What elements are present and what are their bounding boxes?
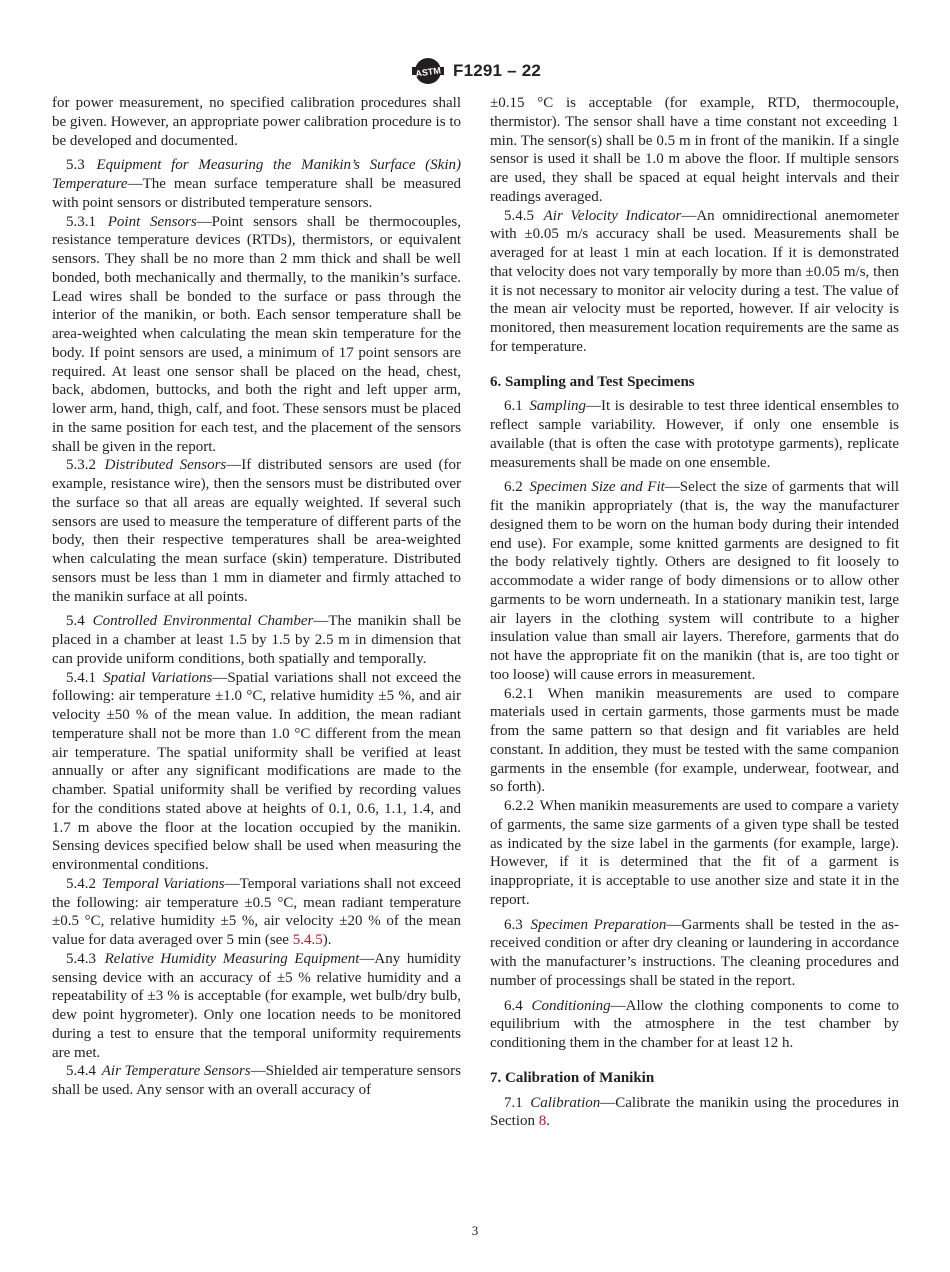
svg-text:ASTM: ASTM [414, 65, 442, 79]
section-title: Air Temperature Sensors [101, 1063, 251, 1080]
section-5-4-4: 5.4.4 Air Temperature Sensors—Shielded air temperature sensors shall be used. Any sensor with an overall accuracy of [52, 1063, 462, 1098]
section-title: Air Velocity Indicator [543, 207, 682, 224]
section-5-4: 5.4 Controlled Environmental Chamber—The manikin shall be placed in a chamber at least 1.5 by 1.5 by 2.5 m in dimension that can provide uniform conditions, both spatially and temporally. [52, 613, 462, 667]
section-5-3: 5.3 Equipment for Measuring the Manikin’s Surface (Skin) Temperature—The mean surface temperature shall be measured with point sensors or distributed temperature sensors. [52, 157, 461, 211]
section-5-3-2: 5.3.2 Distributed Sensors—If distributed sensors are used (for example, resistance wire), then the sensors must be distributed over the surface so that all areas are equally weighted. If several such sensors are used to measure the temperature of different parts of the body, then their respective temperatures shall be area-weighted when calculating the mean surface (skin) temperature. Distributed sensors must be less than 1 mm in diameter and firmly attached to the manikin surface at all points. [52, 457, 461, 605]
section-5-4-5: 5.4.5 Air Velocity Indicator—An omnidirectional anemometer with ±0.05 m/s accuracy shall be used. Measurements shall be averaged for at least 1 min at each location. If it is demonstrated that velocity does not vary temporally by more than ±0.05 m/s, then it is not necessary to monitor air velocity during a test. The value of the mean air velocity must be reported, however. If air velocity is monitored, then measurement location requirements are the same as for temperature. [490, 207, 900, 355]
section-5-3-1: 5.3.1 Point Sensors—Point sensors shall be thermocouples, resistance temperature devices (RTDs), thermistors, or equivalent sensors. They shall be no more than 2 mm thick and shall be well bonded, both mechanically and thermally, to the manikin’s surface. Lead wires shall be bonded to the surface or pass through the interior of the manikin, or both. Each sensor temperature shall be area-weighted when calculating the mean skin temperature for the body. If point sensors are used, a minimum of 17 point sensors are required. At least one sensor shall be placed on the head, chest, back, abdomen, buttocks, and both the right and left upper arm, lower arm, hand, thigh, calf, and foot. These sensors must be placed in the same position for each test, and the placement of the sensors shall be given in the report. [52, 213, 462, 455]
section-title: Calibration [530, 1094, 601, 1111]
section-6-2-2: 6.2.2 When manikin measurements are used to compare a variety of garments, the same size garments of a given type shall be tested as indicated by the size label in the garments (for example, large). However, if it is determined that the fit of a garment is inappropriate, it is acceptable to use another size and state it in the report. [490, 798, 899, 908]
section-6-3: 6.3 Specimen Preparation—Garments shall be tested in the as-received condition or after dry cleaning or laundering in accordance with the manufacturer’s instructions. The cleaning procedures and number of processings shall be stated in the report. [490, 916, 900, 989]
page-header [0, 56, 950, 86]
paragraph: ±0.15 °C is acceptable (for example, RTD, thermocouple, thermistor). The sensor shall have a time constant not exceeding 1 min. The sensor(s) shall be 0.5 m in front of the manikin. If a single sensor is used it shall be 1.0 m above the floor. If multiple sensors are used, they shall be spaced at equal height intervals and their readings averaged. [490, 95, 899, 205]
section-title: Spatial Variations [103, 669, 213, 686]
section-title: Temporal Variations [101, 875, 225, 892]
section-title: Relative Humidity Measuring Equipment [104, 950, 360, 967]
standard-designation: F1291 – 22 [452, 61, 541, 80]
section-7-1: 7.1 Calibration—Calibrate the manikin using the procedures in Section 8. [490, 1094, 899, 1130]
section-5-4-1: 5.4.1 Spatial Variations—Spatial variations shall not exceed the following: air temperature ±1.0 °C, relative humidity ±5 %, and air velocity ±50 % of the mean value. In addition, the mean radiant temperature shall not be more than 1.0 °C different from the mean air temperature. The spatial uniformity shall be verified at least annually or after any significant modifications are made to the chamber. Spatial uniformity shall be verified by recording values for the conditions stated above at heights of 0.1, 0.6, 1.1, 1.4, and 1.7 m above the floor at the location occupied by the manikin. Sensing devices specified below shall be used when measuring the environmental conditions. [52, 669, 461, 873]
section-title: Distributed Sensors [104, 457, 227, 474]
section-title: Specimen Preparation [530, 916, 667, 933]
section-link[interactable]: 8 [538, 1113, 547, 1130]
section-6-2-1: 6.2.1 When manikin measurements are used to compare materials used in certain garments, those garments must be made from the same pattern so that design and fit variables are held constant. In addition, they must be tested with the same companion garments in the ensemble (for example, underwear, footwear, and so forth). [490, 685, 899, 796]
left-column [52, 94, 461, 1100]
section-6-1: 6.1 Sampling—It is desirable to test three identical ensembles to reflect sample variability. However, if only one ensemble is available (that is often the case with prototype garments), replicate measurements shall be made on one ensemble. [490, 398, 900, 471]
section-5-4-3: 5.4.3 Relative Humidity Measuring Equipment—Any humidity sensing device with an accuracy of ±5 % relative humidity and a repeatability of ±3 % is acceptable (for example, wet bulb/dry bulb, dew point hygrometer). Only one location needs to be monitored during a test to ensure that the temporal uniformity requirements are met. [52, 950, 461, 1061]
section-title: Specimen Size and Fit [529, 479, 665, 496]
section-heading-7: 7. Calibration of Manikin [490, 1069, 655, 1086]
section-link[interactable]: 5.4.5 [292, 932, 323, 948]
section-title: Controlled Environmental Chamber [92, 613, 314, 630]
section-6-2: 6.2 Specimen Size and Fit—Select the size of garments that will fit the manikin appropriately (that is, the way the manufacturer designed them to be worn on the human body during their intended end use). For example, some knitted garments are designed to fit the body relatively tightly. Others are designed to fit loosely to accommodate a wider range of body dimensions or to allow other garments to be worn underneath. In a stationary manikin test, large air layers in the clothing system will contribute to a higher insulation value than small air layers. Therefore, garments that do not have the appropriate fit on the manikin (that is, are too tight or too loose) will cause errors in measurement. [490, 479, 899, 683]
page-number: 3 [471, 1223, 479, 1238]
section-title: Conditioning [531, 997, 611, 1014]
section-heading-6: 6. Sampling and Test Specimens [490, 373, 695, 390]
paragraph: for power measurement, no specified calibration procedures shall be given. However, an appropriate power calibration procedure is to be developed and documented. [52, 95, 461, 149]
right-column [490, 94, 899, 1131]
section-title: Point Sensors [107, 213, 197, 230]
section-6-4: 6.4 Conditioning—Allow the clothing components to come to equilibrium with the atmosphere in the test chamber by conditioning them in the chamber for at least 12 h. [490, 997, 900, 1051]
section-title: Equipment for Measuring the Manikin’s Surface (Skin) Temperature [52, 157, 461, 192]
section-title: Sampling [529, 398, 586, 415]
section-5-4-2: 5.4.2 Temporal Variations—Temporal variations shall not exceed the following: air temperature ±0.5 °C, mean radiant temperature ±0.5 °C, relative humidity ±5 %, air velocity ±20 % of the mean value for data averaged over 5 min (see 5.4.5). [52, 875, 461, 948]
astm-logo [409, 56, 447, 86]
